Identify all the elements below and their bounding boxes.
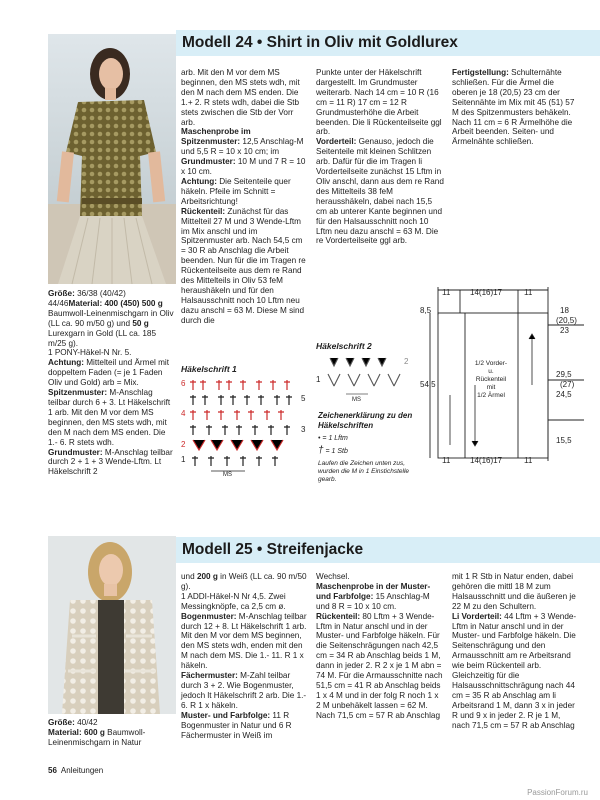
para-lead: Maschenprobe im Spitzenmuster: — [181, 127, 251, 147]
para-text: arb. Mit den M vor dem MS beginnen, den MS stets wdh, mit den M nach dem MS enden. Die 1.+ 2. R stets wdh, dabei die Stb stets zwischen die Stb der Vorr arb. — [181, 68, 300, 127]
model25-photo — [48, 536, 176, 714]
schem-center-4: 1/2 Ärmel — [477, 392, 505, 399]
chart1-row-4: 4 — [181, 409, 186, 418]
para-text: mit 1 R Stb in Natur enden, dabei gehören die mittl 18 M zum Halsausschnitt und die äußeren je 22 M zu den Schultern. — [452, 572, 576, 611]
chart1-ms: MS — [223, 472, 232, 478]
para-text: Mittelteil und Ärmel mit doppeltem Faden (= je 1 Faden Oliv und Gold) arb = Mix. — [48, 358, 170, 388]
legend-dc: † = 1 Stb — [318, 445, 348, 456]
schem-right-mid-2: 24,5 — [556, 390, 572, 399]
para-text: 15 Anschlag-M und 8 R = 10 x 10 cm. — [316, 591, 430, 611]
legend-note: Laufen die Zeichen unten zus, wurden die M in 1 Einstichstelle gearb. — [318, 460, 410, 483]
chart1-title: Häkelschrift 1 — [181, 364, 237, 374]
schem-right-mid-0: 29,5 — [556, 370, 572, 379]
chart2 — [316, 341, 416, 411]
schem-left-main: 54,5 — [420, 380, 436, 389]
model24-col1 — [48, 289, 175, 477]
model25-title: Modell 25 • Streifenjacke — [182, 541, 364, 558]
para-lead: 50 g — [132, 318, 149, 328]
para-lead: Maschenprobe in der Muster- und Farbfolge: — [316, 581, 431, 601]
watermark: PassionForum.ru — [527, 788, 588, 797]
para-text: 11 R Bogenmuster in Natur und 6 R Fächermuster in Weiß im — [181, 710, 292, 740]
para-text: 44 Lftm + 3 Wende-Lftm in Natur anschl und in der Muster- und Farbfolge häkeln. Die Seitenschrägung und den Armausschnitt am re Arbeitsrand wie beim Rückenteil arb. Gleichzeitig für die Halsausschnittschrägung nach 44 cm = 35 R ab Anschlag am li Arbeitsrand 1 M, dann 3 x in jeder R und 9 x in jeder 2. R je 1 M, nach 71,5 cm = 57 R ab Anschlag — [452, 611, 577, 730]
para-text: 10 M und 7 R = 10 x 10 cm. — [181, 157, 306, 177]
schem-top-mid: 14(16)17 — [470, 288, 503, 297]
schem-right-bottom: 15,5 — [556, 436, 572, 445]
schem-center-1: u. — [488, 368, 494, 375]
para-lead: Li Vorderteil: — [452, 611, 502, 621]
para-text: M-Anschlag teilbar durch 6 + 3. Lt Häkelschrift 1 arb. Mit den M vor dem MS beginnen, den MS stets wdh, mit den M nach dem MS enden. Die 1.- 6. R stets wdh. — [48, 388, 171, 447]
para-text: Baumwoll-Leinenmischgarn in Oliv (LL ca. 90 m/50 g) und — [48, 308, 174, 328]
section-name: Anleitungen — [60, 766, 104, 775]
para-text: 12,5 Anschlag-M und 5,5 R = 10 x 10 cm; im — [181, 137, 304, 157]
chart2-row-1: 1 — [316, 375, 321, 384]
para-lead: Achtung: — [181, 176, 217, 186]
para-lead: Rückenteil: — [181, 206, 226, 216]
para-lead: Rückenteil: — [316, 611, 361, 621]
chart2-title: Häkelschrift 2 — [316, 341, 372, 351]
legend-title: Zeichenerklärung zu den Häkelschriften — [318, 411, 413, 430]
para-lead: Spitzenmuster: — [48, 388, 108, 398]
para-text: 36/38 (40/42) 44/46 — [48, 289, 126, 308]
para-text: in Weiß (LL ca. 90 m/50 g). 1 ADDI-Häkel-N Nr 4,5. Zwei Messingknöpfe, ca 2,5 cm ø. — [181, 572, 307, 611]
para-text: Wechsel. — [316, 572, 350, 581]
para-text: M-Anschlag teilbar durch 12 + 8. Lt Häkelschrift 1 arb. Mit den M vor dem MS beginnen, den MS stets wdh, enden mit den M nach dem MS. Die 1.- 11. R 1 x häkeln. — [181, 611, 307, 671]
chart1 — [181, 364, 311, 476]
para-text: Schulternähte schließen. Für die Ärmel die oberen je 18 (20,5) 23 cm der Seitennähte im Mix mit 45 (51) 57 M des Spitzenmusters behäkeln. Nach 11 cm = 6 R Ärmelhöhe die Arbeit beenden. Seiten- und Ärmelnähte schließen. — [452, 68, 575, 147]
schem-left-top: 8,5 — [420, 306, 432, 315]
model25-col2 — [181, 572, 309, 762]
para-text: Die Seitenteile quer häkeln. Pfeile im Schnitt = Arbeitsrichtung! — [181, 176, 291, 206]
para-lead: Material: 400 (450) 500 g — [68, 298, 163, 308]
para-text: 80 Lftm + 3 Wende-Lftm in Natur anschl und in der Muster- und Farbfolge häkeln. Für die Seitenschrägungen nach 42,5 cm = 34 R ab Anschlag beids 1 M, dann in jeder 2. R 2 x je 1 M abn = 74 M. Für die Armausschnitte nach 51,5 cm = 41 R ab Anschlag beids 1 x 4 M und in der folg R noch 1 x 2 M unbehäkelt lassen = 62 M. Nach 71,5 cm = 57 R ab Anschlag — [316, 611, 443, 720]
chain-stitch-icon: • — [318, 435, 321, 442]
model24-col4 — [452, 68, 577, 173]
schem-right-top-1: (20,5) — [556, 316, 577, 325]
para-lead: Material: 600 g — [48, 727, 105, 737]
footer — [48, 766, 103, 775]
model24-title: Modell 24 • Shirt in Oliv mit Goldlurex — [182, 34, 458, 51]
para-text: M-Zahl teilbar durch 3 + 2. Wie Bogenmuster, jedoch lt Häkelschrift 2 arb. Die 1.- 6. R 1 x häkeln. — [181, 671, 307, 710]
para-lead: 200 g — [196, 572, 218, 581]
para-lead: Bogenmuster: — [181, 611, 237, 621]
chart2-row-2: 2 — [404, 357, 409, 366]
schem-top-right: 11 — [524, 288, 533, 297]
schem-bottom-left: 11 — [442, 456, 451, 465]
chart1-row-2: 2 — [181, 440, 186, 449]
para-text: Baumwoll-Leinenmischgarn in Natur — [48, 727, 146, 747]
model24-schematic — [420, 285, 590, 465]
page-number: 56 — [48, 766, 57, 775]
para-lead: Grundmuster: — [181, 157, 236, 167]
para-lead: Achtung: — [48, 358, 84, 368]
schem-center-2: Rückenteil — [475, 376, 507, 383]
chart1-row-1: 1 — [181, 455, 186, 464]
model25-col4 — [452, 572, 577, 762]
chart1-row-6: 6 — [181, 379, 186, 388]
schem-right-top-0: 18 — [560, 306, 569, 315]
chart1-row-3: 3 — [301, 425, 306, 434]
chart1-row-5: 5 — [301, 394, 306, 403]
double-crochet-icon: † — [318, 445, 324, 456]
schem-center-0: 1/2 Vorder- — [474, 360, 508, 367]
para-text: und — [181, 572, 197, 581]
chart2-ms: MS — [352, 397, 361, 403]
model24-photo — [48, 34, 176, 284]
schem-top-left: 11 — [442, 288, 451, 297]
schem-right-top-2: 23 — [560, 326, 569, 335]
para-lead: Muster- und Farbfolge: — [181, 710, 271, 720]
para-text: M-Anschlag teilbar durch 2 + 1 + 3 Wende-Lftm. Lt Häkelschrift 2 — [48, 447, 173, 477]
para-text: 40/42 — [77, 718, 98, 727]
model24-col2 — [181, 68, 309, 332]
chart2-stitches — [328, 358, 400, 394]
para-lead: Fächermuster: — [181, 671, 238, 681]
chart1-stitches — [190, 380, 292, 471]
para-lead: Vorderteil: — [316, 137, 357, 147]
schem-bottom-mid: 14(16)17 — [470, 456, 503, 465]
legend-chain: • = 1 Lftm — [318, 435, 348, 442]
schem-bottom-right: 11 — [524, 456, 533, 465]
legend — [318, 411, 428, 491]
para-lead: Grundmuster: — [48, 447, 103, 457]
para-text: Lurexgarn in Gold (LL ca. 185 m/25 g). 1 PONY-Häkel-N Nr. 5. — [48, 328, 157, 358]
para-lead: Größe: — [48, 289, 75, 298]
model25-col1 — [48, 718, 175, 752]
para-lead: Größe: — [48, 718, 75, 727]
schem-center-3: mit — [486, 384, 496, 391]
model24-col3 — [316, 68, 444, 273]
schem-right-mid-1: (27) — [560, 380, 575, 389]
model25-col3 — [316, 572, 444, 762]
para-lead: Fertigstellung: — [452, 68, 509, 77]
model25-title-band — [176, 537, 600, 563]
model24-title-band — [176, 30, 600, 56]
para-text: Zunächst für das Mittelteil 27 M und 3 Wende-Lftm im Mix anschl und im Spitzenmuster arb. Nach 54,5 cm = 30 R ab Anschlag die Arbeit beenden. Nun für die im Tragen re Rückenteilseite aus dem re Rand des Mittelteils in Oliv 53 feM heraushäkeln und für den Halsausschnitt noch 10 Lftm neu dazu anschl = 63 M. Diese M sind durch die — [181, 206, 306, 325]
para-text: Genauso, jedoch die Seitenteile mit kleinen Schlitzen arb. Dafür für die im Tragen li Vorderteilseite zunächst 15 Lftm in Oliv anschl, dann aus dem re Rand des Mittelteils 38 feM herausshäkeln, dabei nach 15,5 cm ab unterer Kante beginnen und für den Halsausschnitt noch 10 Lftm neu dazu anschl = 63 M. Die re Vorderteilseite ggl arb. — [316, 137, 444, 246]
para-text: Punkte unter der Häkelschrift dargestellt. Im Grundmuster weiterarb. Nach 14 cm = 10 R (16 cm = 11 R) 17 cm = 12 R Grundmusterhöhe die Arbeit beenden. Die li Rückenteilseite ggl arb. — [316, 68, 442, 137]
